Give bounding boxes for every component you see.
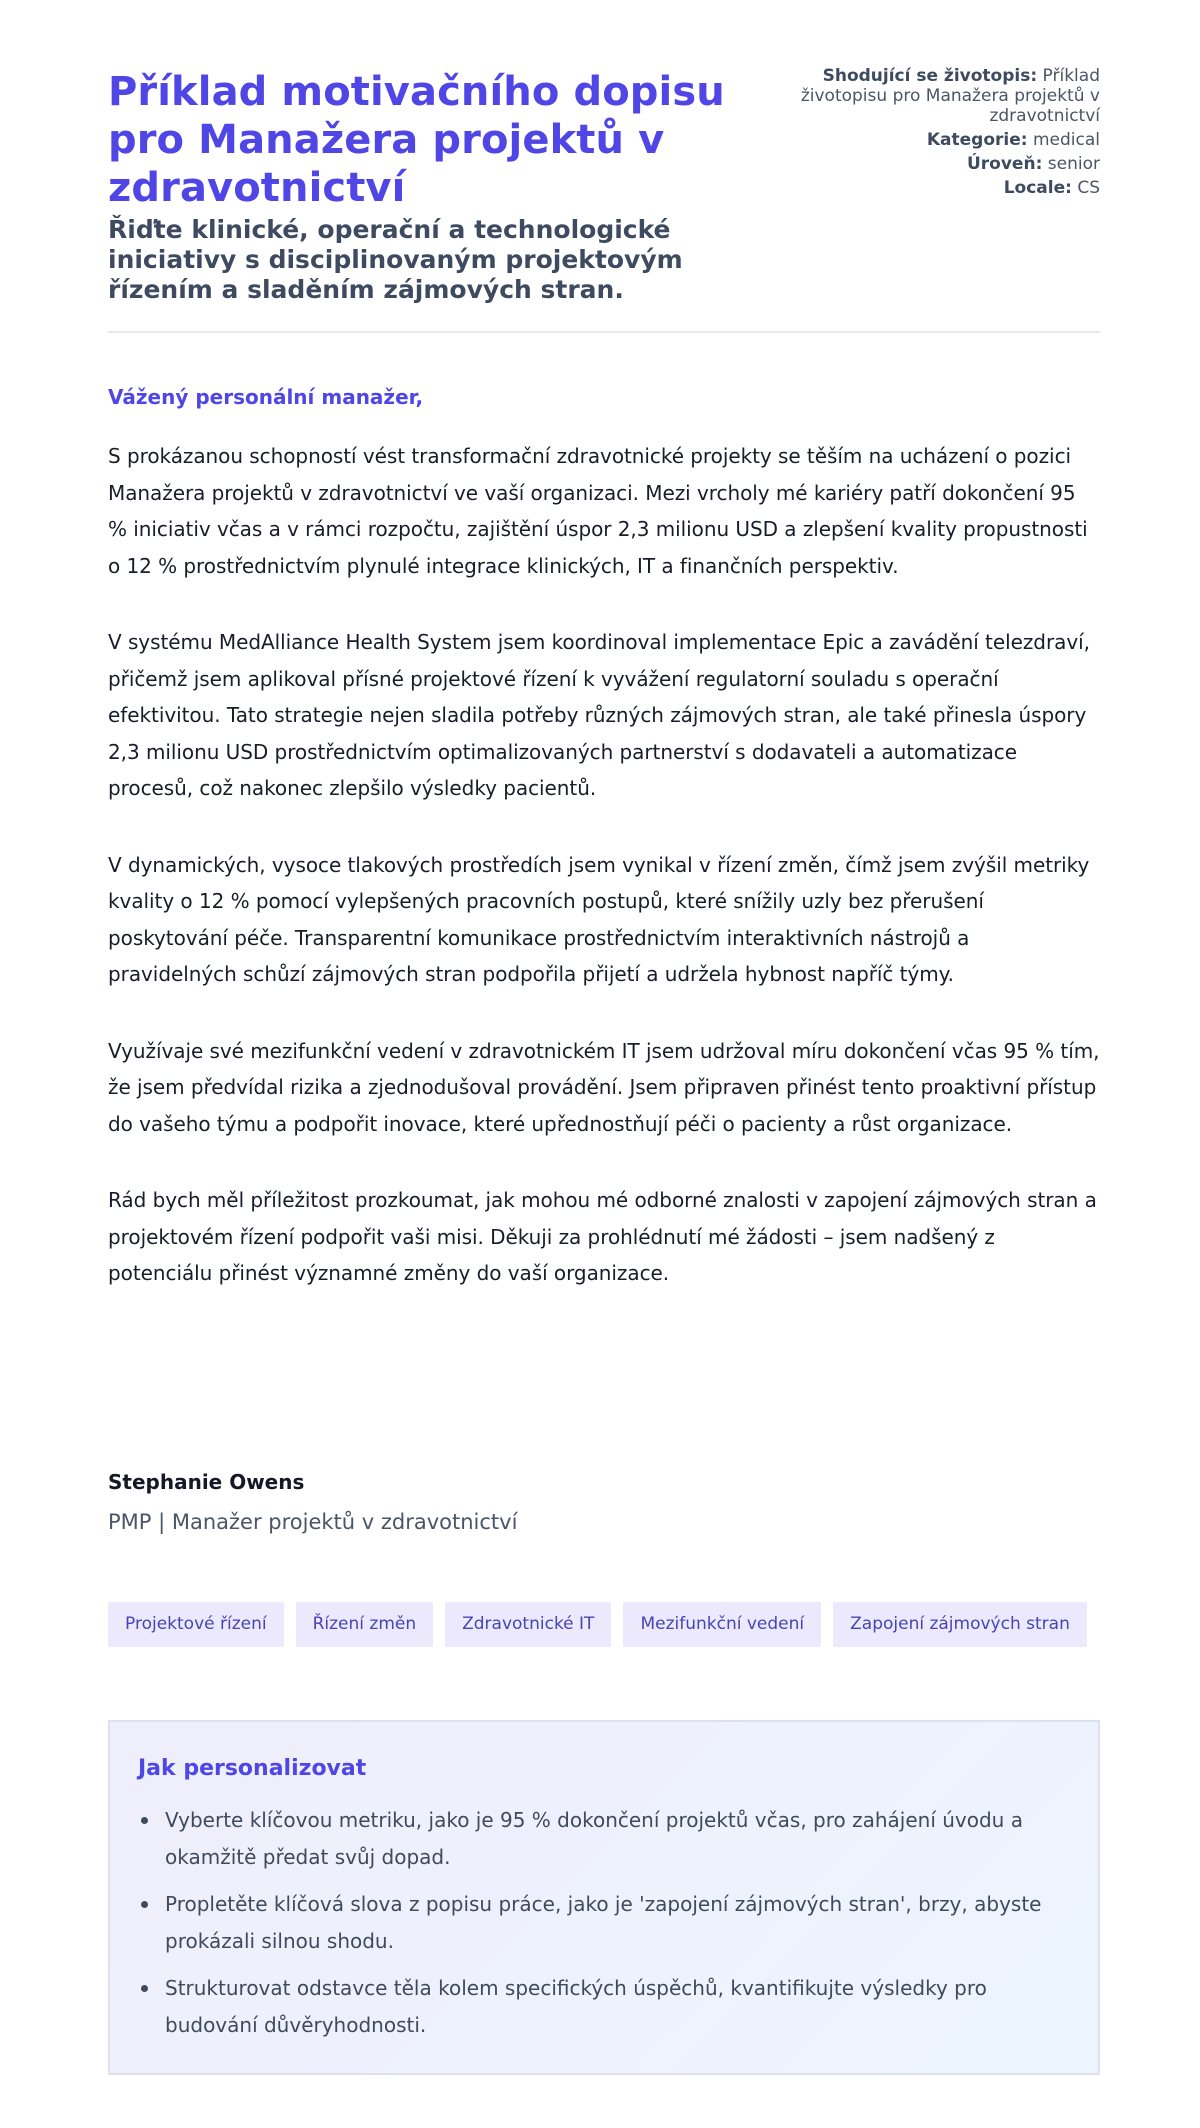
letter-body — [108, 438, 1100, 1332]
title-block — [108, 68, 748, 305]
signature-block — [108, 1466, 517, 1538]
bullet-icon — [141, 1901, 148, 1908]
page-subtitle: Řiďte klinické, operační a technologické iniciativy s disciplinovaným projektovým řízením a sladěním zájmových stran. — [108, 215, 683, 304]
meta-locale-label: Locale: — [1003, 178, 1072, 198]
skill-tag: Zapojení zájmových stran — [833, 1602, 1087, 1647]
meta-level — [760, 154, 1100, 174]
bullet-icon — [141, 1817, 148, 1824]
meta-matching-resume-value: Příklad životopisu pro Manažera projektů v zdravotnictví — [800, 66, 1100, 126]
page-header — [108, 0, 1100, 333]
meta-matching-resume-label: Shodující se životopis: — [822, 66, 1038, 86]
skill-tag: Mezifunkční vedení — [623, 1602, 821, 1647]
letter-paragraph: V dynamických, vysoce tlakových prostředích jsem vynikal v řízení změn, čímž jsem zvýšil metriky kvality o 12 % pomocí vylepšených pracovních postupů, které snížily uzly bez přerušení poskytování péče. Transparentní komunikace prostřednictvím interaktivních nástrojů a pravidelných schůzí zájmových stran podpořila přijetí a udržela hybnost napříč týmy. — [108, 852, 1090, 986]
meta-level-label: Úroveň: — [966, 154, 1043, 174]
signature-name: Stephanie Owens — [108, 1470, 305, 1494]
letter-paragraph: Využívaje své mezifunkční vedení v zdravotnickém IT jsem udržoval míru dokončení včas 95 % tím, že jsem předvídal rizika a zjednodušoval provádění. Jsem připraven přinést tento proaktivní přístup do vašeho týmu a podpořit inovace, které upřednostňují péči o pacienty a růst organizace. — [108, 1038, 1100, 1136]
skill-tag: Řízení změn — [296, 1602, 434, 1647]
meta-locale — [760, 178, 1100, 198]
skill-tags — [108, 1602, 1087, 1647]
tip-item — [138, 1970, 1070, 2044]
cover-letter-page — [108, 0, 1100, 2037]
signature-title: PMP | Manažer projektů v zdravotnictví — [108, 1510, 518, 1534]
tips-list — [138, 1802, 1070, 2044]
letter-greeting: Vážený personální manažer, — [108, 385, 424, 409]
meta-locale-value: CS — [1077, 178, 1100, 198]
skill-tag: Zdravotnické IT — [445, 1602, 611, 1647]
tip-item — [138, 1802, 1070, 1876]
meta-info — [760, 66, 1100, 202]
tip-text: Vyberte klíčovou metriku, jako je 95 % dokončení projektů včas, pro zahájení úvodu a okamžitě předat svůj dopad. — [165, 1808, 1023, 1869]
tips-title: Jak personalizovat — [138, 1756, 367, 1781]
meta-category-label: Kategorie: — [926, 130, 1028, 150]
meta-category — [760, 130, 1100, 150]
meta-category-value: medical — [1032, 130, 1100, 150]
meta-matching-resume — [760, 66, 1100, 126]
tip-item — [138, 1886, 1070, 1960]
letter-paragraph: Rád bych měl příležitost prozkoumat, jak mohou mé odborné znalosti v zapojení zájmových stran a projektovém řízení podpořit vaši misi. Děkuji za prohlédnutí mé žádosti – jsem nadšený z potenciálu přinést významné změny do vaší organizace. — [108, 1188, 1097, 1285]
bullet-icon — [141, 1985, 148, 1992]
personalization-tips-box — [108, 1720, 1100, 2075]
tip-text: Propletěte klíčová slova z popisu práce, jako je 'zapojení zájmových stran', brzy, abyste prokázali silnou shodu. — [165, 1892, 1042, 1953]
tip-text: Strukturovat odstavce těla kolem specifických úspěchů, kvantifikujte výsledky pro budování důvěryhodnosti. — [165, 1976, 987, 2037]
letter-paragraph: S prokázanou schopností vést transformační zdravotnické projekty se těším na ucházení o pozici Manažera projektů v zdravotnictví ve vaší organizaci. Mezi vrcholy mé kariéry patří dokončení 95 % iniciativ včas a v rámci rozpočtu, zajištění úspor 2,3 milionu USD a zlepšení kvality propustnosti o 12 % prostřednictvím plynulé integrace klinických, IT a finančních perspektiv. — [108, 444, 1088, 578]
page-title: Příklad motivačního dopisu pro Manažera projektů v zdravotnictví — [108, 69, 725, 211]
meta-level-value: senior — [1047, 154, 1100, 174]
skill-tag: Projektové řízení — [108, 1602, 284, 1647]
letter-paragraph: V systému MedAlliance Health System jsem koordinoval implementace Epic a zavádění telezdraví, přičemž jsem aplikoval přísné projektové řízení k vyvážení regulatorní souladu s operační efektivitou. Tato strategie nejen sladila potřeby různých zájmových stran, ale také přinesla úspory 2,3 milionu USD prostřednictvím optimalizovaných partnerství s dodavateli a automatizace procesů, což nakonec zlepšilo výsledky pacientů. — [108, 630, 1090, 800]
